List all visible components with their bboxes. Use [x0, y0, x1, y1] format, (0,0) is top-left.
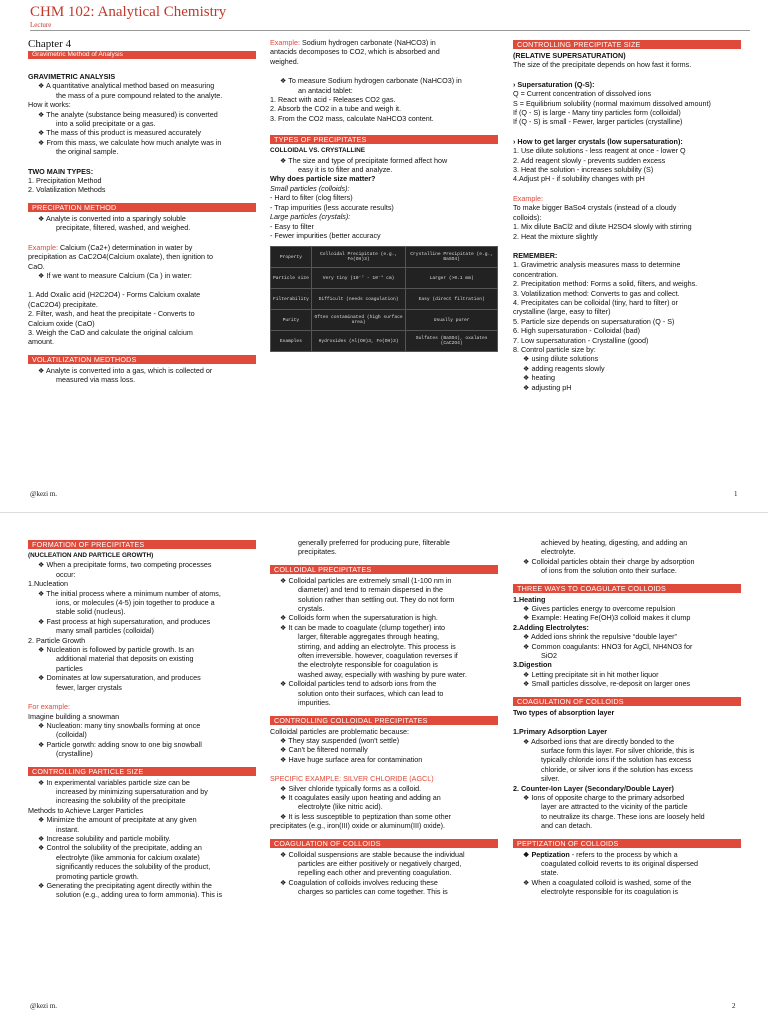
subheading-caps: (NUCLEATION AND PARTICLE GROWTH): [28, 552, 154, 559]
continuation-line: precipitate, filtered, washed, and weighed.: [56, 223, 191, 233]
continuation-line: often irreversible. however, coagulation reverses if: [298, 651, 458, 661]
bullet-line: ❖ using dilute solutions: [523, 354, 599, 364]
section-heading: FORMATION OF PRECIPITATES: [28, 540, 256, 549]
continuation-line: electrolyte (like ammonia for calcium oxalate): [56, 852, 200, 862]
spacer: [270, 123, 498, 133]
text-line: Q = Current concentration of dissolved ions: [513, 89, 652, 99]
bold-line: (RELATIVE SUPERSATURATION): [513, 51, 626, 60]
text-line: 2. Particle Growth: [28, 635, 86, 645]
text-line: 2. Volatilization Methods: [28, 185, 106, 195]
example-line: [270, 38, 498, 47]
spacer: [513, 241, 741, 251]
continuation-line: instant.: [56, 824, 80, 834]
example-label: Example:: [513, 193, 543, 203]
continuation-line: stable solid (nucleus).: [56, 607, 126, 617]
bullet-line: ❖ Colloidal particles are extremely small (1-100 nm in: [280, 575, 452, 585]
column-left: [28, 38, 256, 385]
spacer: [513, 576, 741, 582]
spacer: [270, 557, 498, 563]
text-line: - Trap impurities (less accurate results): [270, 202, 394, 212]
section-heading: VOLATILIZATION MEDTHODS: [28, 355, 256, 364]
column-middle: [270, 38, 498, 352]
table-cell: Filterability: [271, 289, 312, 310]
column-right: [513, 538, 741, 897]
text-line: amount.: [28, 337, 54, 347]
bullet-line: ❖ Adsorbed ions that are directly bonded to the: [523, 736, 675, 746]
text-line: 2. Add reagent slowly - prevents sudden excess: [513, 155, 666, 165]
spacer: [270, 708, 498, 714]
bullet-line: ❖ If we want to measure Calcium (Ca ) in water:: [38, 270, 192, 280]
bullet-line: ❖ Analyte is converted into a sparingly soluble: [38, 213, 186, 223]
bullet-line: ❖ Particle gorwth: adding snow to one big snowball: [38, 739, 202, 749]
text-line: 2. Heat the mixture slightly: [513, 231, 598, 241]
section-heading: CONTROLLING PARTICLE SIZE: [28, 767, 256, 776]
spacer: [513, 689, 741, 695]
text-line: 1. Add Oxalic acid (H2C2O4) - Forms Calcium oxalate: [28, 290, 201, 300]
continuation-line: generally preferred for producing pure, filterable: [298, 538, 450, 547]
text-line: 4. Precipitates can be colloidal (tiny, hard to filter) or: [513, 297, 678, 307]
spacer: [28, 157, 256, 167]
bullet-line: ❖ Colloids form when the supersaturation is high.: [280, 613, 438, 623]
bullet-line: ❖ Nucleation: many tiny snowballs forming at once: [38, 720, 201, 730]
text-line: antacids decomposes to CO2, which is absorbed and: [270, 47, 440, 57]
table-cell: Difficult (needs coagulation): [311, 289, 405, 310]
continuation-line: the electrolyte responsible for coagulation is: [298, 660, 438, 670]
continuation-line: state.: [541, 868, 559, 878]
example-label: Example:: [270, 38, 300, 47]
text-line: 1. Gravimetric analysis measures mass to determine: [513, 260, 681, 270]
text-line: 3. Weigh the CaO and calculate the original calcium: [28, 327, 193, 337]
table-cell: Easy (direct filtration): [406, 289, 498, 310]
continuation-line: increasing the solubility of the precipitate: [56, 796, 186, 806]
bullet-line: ❖ heating: [523, 373, 556, 383]
continuation-line: electrolyte responsible for its coagulation is: [541, 887, 679, 897]
bullet-line: ❖ It can be made to coagulate (clump together) into: [280, 622, 446, 632]
continuation-line: into a solid precipitate or a gas.: [56, 119, 156, 129]
example-text: Calcium (Ca2+) determination in water by: [57, 242, 193, 252]
page-2: [0, 512, 768, 1024]
table-cell: Very tiny (10⁻⁷ - 10⁻⁴ cm): [311, 268, 405, 289]
text-line: Methods to Achieve Larger Particles: [28, 805, 144, 815]
definition: - refers to the process by which a: [569, 849, 678, 859]
continuation-line: diameter) and tend to remain dispersed in the: [298, 585, 444, 595]
bold-line: 2.Adding Electrolytes:: [513, 622, 589, 632]
text-line: CaO.: [28, 261, 45, 271]
section-heading: CONTROLLING PRECIPITATE SIZE: [513, 40, 741, 49]
text-line: 1. React with acid - Releases CO2 gas.: [270, 95, 396, 105]
term: ❖ Peptization: [523, 849, 570, 859]
text-line: weighed.: [270, 56, 299, 66]
italic-line: Small particles (colloids):: [270, 183, 350, 193]
continuation-line: repelling each other and preventing coagulation.: [298, 868, 452, 878]
text-line: 7. Low supersaturation - Crystalline (good): [513, 335, 649, 345]
bullet-line: ❖ Colloidal particles tend to adsorb ions from the: [280, 679, 437, 689]
table-cell: Examples: [271, 331, 312, 352]
table-row: [271, 310, 498, 331]
continuation-line: stirring, and adding an electrolyte. This process is: [298, 641, 456, 651]
table-cell: Usually purer: [406, 310, 498, 331]
text-line: Colloidal particles are problematic because:: [270, 726, 410, 736]
section-heading: PRECIPATION METHOD: [28, 203, 256, 212]
continuation-line: increased by minimizing supersaturation and by: [56, 786, 208, 796]
example-text: Sodium hydrogen carbonate (NaHCO3) in: [299, 38, 436, 47]
bullet-line: ❖ When a coagulated colloid is washed, some of the: [523, 877, 692, 887]
section-heading: COAGULATION OF COLLOIDS: [270, 839, 498, 848]
bold-line: › How to get larger crystals (low supersaturation):: [513, 136, 683, 146]
continuation-line: and can detach.: [541, 821, 593, 831]
continuation-line: the mass of a pure compound related to the analyte.: [56, 90, 223, 100]
continuation-line: electrolyte (like nitric acid).: [298, 802, 383, 812]
table-cell: Often contaminated (high surface area): [311, 310, 405, 331]
page-number: 1: [734, 490, 738, 498]
bold-line: › Supersaturation (Q-S):: [513, 79, 595, 89]
example-label: Example:: [28, 242, 58, 252]
bullet-line: ❖ The analyte (substance being measured) is converted: [38, 109, 218, 119]
subheading-caps: COLLOIDAL VS. CRYSTALLINE: [270, 147, 366, 155]
italic-line: Large particles (crystals):: [270, 212, 351, 222]
bullet-line: ❖ The mass of this product is measured accurately: [38, 128, 201, 138]
text-line: precipitation as CaC2O4(Calcium oxalate), then ignition to: [28, 252, 213, 262]
bold-line: TWO MAIN TYPES:: [28, 166, 94, 176]
bullet-line: ❖ Added ions shrink the repulsive “double layer”: [523, 632, 677, 642]
continuation-line: significantly reduces the solubility of the product,: [56, 862, 211, 872]
continuation-line: silver.: [541, 774, 560, 784]
section-heading: COLLOIDAL PRECIPITATES: [270, 565, 498, 574]
column-left: [28, 538, 256, 900]
text-line: 2. Absorb the CO2 in a tube and weigh it.: [270, 104, 402, 114]
bullet-line: ❖ The initial process where a minimum number of atoms,: [38, 588, 221, 598]
text-line: 8. Control particle size by:: [513, 344, 596, 354]
continuation-line: many small particles (colloidal): [56, 626, 154, 636]
spacer: [513, 70, 741, 80]
bold-line: Why does particle size matter?: [270, 174, 376, 184]
spacer: [28, 280, 256, 290]
continuation-line: ions, or molecules (4-5) join together to produce a: [56, 598, 215, 608]
continuation-line: measured via mass loss.: [56, 375, 136, 385]
bold-line: GRAVIMETRIC ANALYSIS: [28, 72, 116, 81]
bullet-line: ❖ They stay suspended (won't settle): [280, 735, 400, 745]
bullet-line: ❖ A quantitative analytical method based on measuring: [38, 81, 215, 91]
continuation-line: chloride, or silver ions if the solution has excess: [541, 764, 693, 774]
bullet-line: ❖ Coagulation of colloids involves reducing these: [280, 877, 438, 887]
bullet-line: ❖ Letting precipitate sit in hit mother liquor: [523, 669, 659, 679]
header-title: CHM 102: Analytical Chemistry: [30, 4, 227, 20]
continuation-line: crystals.: [298, 604, 325, 614]
bullet-line: ❖ adjusting pH: [523, 382, 572, 392]
continuation-line: layer are attracted to the vicinity of the particle: [541, 802, 688, 812]
bullet-line: ❖ Ions of opposite charge to the primary adsorbed: [523, 792, 685, 802]
continuation-line: additional material that deposits on existing: [56, 654, 194, 664]
page-number: 2: [732, 1002, 736, 1010]
section-heading: CONTROLLING COLLOIDAL PRECIPITATES: [270, 716, 498, 725]
section-heading: PEPTIZATION OF COLLOIDS: [513, 839, 741, 848]
footer-author: @kezi m.: [30, 490, 58, 498]
bullet-line: ❖ adding reagents slowly: [523, 363, 605, 373]
continuation-line: (crystalline): [56, 749, 93, 759]
spacer: [28, 195, 256, 201]
continuation-line: surface form this layer. For silver chloride, this is: [541, 745, 695, 755]
continuation-line: an antacid tablet:: [298, 85, 353, 95]
bullet-line: ❖ In experimental variables particle size can be: [38, 777, 190, 787]
text-line: - Hard to filter (clog filters): [270, 193, 353, 203]
continuation-line: of ions from the solution onto their surface.: [541, 566, 677, 576]
chapter-title: Chapter 4: [28, 38, 72, 50]
column-right: [513, 38, 741, 392]
continuation-line: impurities.: [298, 698, 331, 708]
spacer: [28, 62, 256, 72]
table-row: [271, 268, 498, 289]
table-cell: Hydroxides (Al(OH)3, Fe(OH)3): [311, 331, 405, 352]
text-line: concentration.: [513, 269, 559, 279]
spacer: [513, 831, 741, 837]
continuation-line: precipitates.: [298, 547, 337, 557]
continuation-line: the original sample.: [56, 147, 119, 157]
continuation-line: SiO2: [541, 651, 557, 661]
text-line: How it works:: [28, 100, 71, 110]
spacer: [513, 717, 741, 727]
section-heading: COAGULATION OF COLLOIDS: [513, 697, 741, 706]
text-line: 1. Use dilute solutions - less reagent at once - lower Q: [513, 146, 686, 156]
bullet-line: ❖ Analyte is converted into a gas, which is collected or: [38, 365, 213, 375]
continuation-line: charges so particles can come together. This is: [298, 887, 448, 897]
bullet-line: ❖ When a precipitate forms, two competing processes: [38, 560, 212, 570]
text-line: 1. Precipitation Method: [28, 176, 102, 186]
text-line: 6. High supersaturation - Colloidal (bad): [513, 326, 641, 336]
continuation-line: occur:: [56, 569, 76, 579]
bullet-line: ❖ Fast process at high supersaturation, and produces: [38, 616, 211, 626]
bullet-line: ❖ Small particles dissolve, re-deposit on larger ones: [523, 679, 691, 689]
table-row: [271, 247, 498, 268]
bullet-line: ❖ Nucleation is followed by particle growth. Is an: [38, 645, 194, 655]
table-cell: Crystalline Precipitate (e.g., BaSO4): [406, 247, 498, 268]
text-line: 3. Heat the solution - increases solubility (S): [513, 165, 654, 175]
text-line: colloids):: [513, 212, 542, 222]
continuation-line: to neutralize its charge. These ions are loosely held: [541, 811, 705, 821]
continuation-line: fewer, larger crystals: [56, 682, 122, 692]
spacer: [270, 66, 498, 76]
text-line: - Fewer impurities (better accuracy: [270, 230, 381, 240]
bullet-line: ❖ Colloidal suspensions are stable because the individual: [280, 849, 465, 859]
continuation-line: typically chloride ions if the solution has excess: [541, 755, 692, 765]
section-heading: THREE WAYS TO COAGULATE COLLOIDS: [513, 584, 741, 593]
text-line: S = Equilibrium solubility (normal maximum dissolved amount): [513, 98, 711, 108]
continuation-line: solution (e.g., adding urea to form ammonia). This is: [56, 890, 223, 900]
bullet-line: ❖ It is less susceptible to peptization than some other: [280, 811, 452, 821]
text-line: crystalline (large, easy to filter): [513, 307, 611, 317]
section-subheading: Gravimetric Method of Analysis: [28, 51, 256, 59]
bullet-line: ❖ Minimize the amount of precipitate at any given: [38, 815, 197, 825]
table-cell: Sulfates (BaSO4), oxalates (CaC2O4): [406, 331, 498, 352]
bold-line: Two types of absorption layer: [513, 707, 615, 717]
example-line: [28, 243, 256, 252]
table-row: [271, 331, 498, 352]
bold-line: 1.Primary Adsorption Layer: [513, 727, 607, 737]
continuation-line: achieved by heating, digesting, and adding an: [541, 538, 688, 547]
text-line: Imagine building a snowman: [28, 711, 120, 721]
table-cell: Property: [271, 247, 312, 268]
bold-line: 2. Counter-Ion Layer (Secondary/Double Layer): [513, 783, 674, 793]
spacer: [28, 759, 256, 765]
text-line: - Easy to filter: [270, 221, 314, 231]
column-middle-text: [270, 38, 498, 240]
example-label: For example:: [28, 702, 70, 712]
bullet-line: ❖ Increase solubility and particle mobility.: [38, 833, 171, 843]
text-line: 2. Filter, wash, and heat the precipitate - Converts to: [28, 309, 195, 319]
text-line: 5. Particle size depends on supersaturation (Q - S): [513, 316, 675, 326]
precipitate-comparison-table: [270, 246, 498, 352]
bold-line: REMEMBER:: [513, 250, 558, 260]
page-header: [30, 3, 750, 31]
bullet-line: ❖ From this mass, we calculate how much analyte was in: [38, 137, 222, 147]
text-line: 3. From the CO2 mass, calculate NaHCO3 content.: [270, 113, 434, 123]
bullet-line: ❖ Control the solubility of the precipitate, adding an: [38, 843, 202, 853]
bullet-line: ❖ Dominates at low supersaturation, and produces: [38, 673, 201, 683]
bullet-line: ❖ Example: Heating Fe(OH)3 colloid makes it clump: [523, 613, 691, 623]
table-cell: Colloidal Precipitate (e.g., Fe(OH)3): [311, 247, 405, 268]
spacer: [28, 692, 256, 702]
bullet-line: ❖ Generating the precipitating agent directly within the: [38, 881, 212, 890]
bold-line: 3.Digestion: [513, 660, 552, 670]
continuation-line: solution onto their surfaces, which can lead to: [298, 688, 444, 698]
continuation-line: electrolyte.: [541, 547, 576, 557]
continuation-line: particles: [56, 663, 83, 673]
spacer: [513, 127, 741, 137]
continuation-line: promoting particle growth.: [56, 871, 139, 881]
bullet-line: [513, 850, 741, 859]
example-label: SPECIFIC EXAMPLE: SILVER CHLORIDE (AGCL): [270, 774, 434, 784]
footer-author: @kezi m.: [30, 1002, 58, 1010]
bullet-line: ❖ The size and type of precipitate formed affect how: [280, 155, 448, 165]
text-line: (CaC2O4) precipitate.: [28, 299, 98, 309]
text-line: To make bigger BaSo4 crystals (instead of a cloudy: [513, 203, 677, 213]
header-subtitle: Lecture: [30, 21, 52, 29]
column-middle: [270, 538, 498, 897]
continuation-line: washed away, especially with washing by pure water.: [298, 669, 467, 679]
bullet-line: ❖ Silver chloride typically forms as a colloid.: [280, 783, 422, 793]
table-cell: Purity: [271, 310, 312, 331]
table-cell: Larger (>0.1 mm): [406, 268, 498, 289]
spacer: [28, 233, 256, 243]
bullet-line: ❖ Colloidal particles obtain their charge by adsorption: [523, 556, 695, 566]
spacer: [270, 831, 498, 837]
text-line: If (Q - S) is large - Many tiny particles form (colloidal): [513, 108, 681, 118]
bullet-line: ❖ Have huge surface area for contamination: [280, 754, 423, 764]
bold-line: 1.Heating: [513, 594, 546, 604]
bullet-line: ❖ To measure Sodium hydrogen carbonate (NaHCO3) in: [280, 76, 462, 86]
text-line: 4.Adjust pH - if solubility changes with pH: [513, 174, 645, 184]
spacer: [270, 764, 498, 774]
continuation-line: solution rather than settling out. They do not form: [298, 594, 455, 604]
bullet-line: ❖ Gives particles energy to overcome repulsion: [523, 604, 676, 614]
text-line: 1.Nucleation: [28, 579, 68, 589]
bullet-line: ❖ Can't be filtered normally: [280, 745, 368, 755]
spacer: [513, 184, 741, 194]
text-line: 2. Precipitation method: Forms a solid, filters, and weighs.: [513, 279, 698, 289]
table-cell: Particle size: [271, 268, 312, 289]
continuation-line: easy it is to filter and analyze.: [298, 165, 393, 175]
continuation-line: (colloidal): [56, 730, 87, 740]
text-line: Calcium oxide (CaO): [28, 318, 95, 328]
text-line: 3. Volatilization method: Converts to gas and collect.: [513, 288, 680, 298]
text-line: The size of the precipitate depends on how fast it forms.: [513, 60, 692, 70]
continuation-line: coagulated colloid reverts to its original dispersed: [541, 858, 699, 868]
text-line: 1. Mix dilute BaCl2 and dilute H2SO4 slowly with stirring: [513, 222, 692, 232]
continuation-line: particles are either positively or negatively charged,: [298, 858, 462, 868]
section-heading: TYPES OF PRECIPITATES: [270, 135, 498, 144]
bullet-line: ❖ Common coagulants: HNO3 for AgCl, NH4NO3 for: [523, 641, 693, 651]
table-row: [271, 289, 498, 310]
text-line: precipitates (e.g., iron(III) oxide or aluminum(III) oxide).: [270, 821, 445, 831]
bullet-line: ❖ It coagulates easily upon heating and adding an: [280, 792, 441, 802]
continuation-line: larger, filterable aggregates through heating,: [298, 632, 440, 642]
text-line: If (Q - S) is small - Fewer, larger particles (crystalline): [513, 117, 683, 127]
spacer: [28, 347, 256, 353]
